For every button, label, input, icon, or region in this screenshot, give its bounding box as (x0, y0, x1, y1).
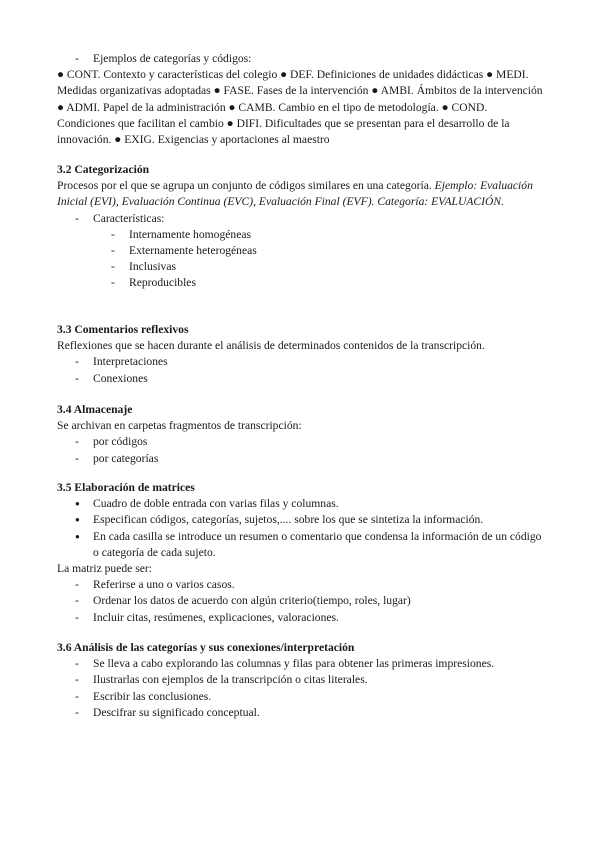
characteristics-sublist (57, 227, 547, 292)
example-text: Ejemplo: Evaluación Inicial (EVI), Evaluación Continua (EVC), Evaluación Final (EVF). Categoría: EVALUACIÓN. (57, 179, 533, 209)
list-item: - Inclusivas (57, 259, 547, 275)
examples-text: ● CONT. Contexto y características del colegio ● DEF. Definiciones de unidades didácticas ● MEDI. Medidas organizativas adoptadas ● FASE. Fases de la intervención ● AMBI. Ámbitos de la intervención ● ADMI. Papel de la administración ● CAMB. Cambio en el tipo de metodología. ● COND. Condiciones que facilitan el cambio ● DIFI. Dificultades que se presentan para el desarrollo de la innovación. ● EXIG. Exigencias y aportaciones al maestro (57, 68, 543, 147)
examples-label: - Ejemplos de categorías y códigos: (57, 51, 547, 67)
examples-list (57, 51, 547, 67)
section-title: 3.4 Almacenaje (57, 403, 133, 416)
characteristics-list (57, 211, 547, 227)
section-title: 3.5 Elaboración de matrices (57, 481, 195, 494)
section-paragraph: La matriz puede ser: (57, 562, 152, 576)
list-item: - Incluir citas, resúmenes, explicaciones, valoraciones. (57, 610, 547, 626)
list-item: - Reproducibles (57, 275, 547, 291)
list-item: - Externamente heterogéneas (57, 243, 547, 259)
list-item: - Referirse a uno o varios casos. (57, 577, 547, 593)
section-analisis (57, 640, 547, 721)
list-item: - por códigos (57, 434, 547, 450)
list-item: - Interpretaciones (57, 354, 547, 370)
list-item: - Internamente homogéneas (57, 227, 547, 243)
section-title: 3.2 Categorización (57, 163, 150, 176)
section-categorizacion (57, 162, 547, 292)
list-item: ● Cuadro de doble entrada con varias filas y columnas. (57, 496, 547, 512)
examples-block (57, 51, 547, 148)
matrices-list (57, 577, 547, 626)
list-item: ● Especifican códigos, categorías, sujetos,.... sobre los que se sintetiza la información. (57, 512, 547, 528)
list-item: - Ordenar los datos de acuerdo con algún criterio(tiempo, roles, lugar) (57, 593, 547, 609)
section-paragraph (57, 178, 547, 210)
section-comentarios (57, 322, 547, 387)
section-title: 3.6 Análisis de las categorías y sus conexiones/interpretación (57, 641, 355, 654)
analisis-list (57, 656, 547, 721)
list-item: ● En cada casilla se introduce un resumen o comentario que condensa la información de un código o categoría de cada sujeto. (57, 529, 547, 561)
reflexivos-list (57, 354, 547, 386)
section-paragraph: Reflexiones que se hacen durante el análisis de determinados contenidos de la transcripción. (57, 339, 485, 353)
characteristics-label: - Características: (57, 211, 547, 227)
almacenaje-list (57, 434, 547, 466)
list-item: - Descifrar su significado conceptual. (57, 705, 547, 721)
section-almacenaje (57, 402, 547, 467)
list-item: - Se lleva a cabo explorando las columnas y filas para obtener las primeras impresiones. (57, 656, 547, 672)
section-matrices (57, 480, 547, 626)
matrices-bullets (57, 496, 547, 561)
section-title: 3.3 Comentarios reflexivos (57, 323, 189, 336)
list-item: - Conexiones (57, 371, 547, 387)
definition-text: Procesos por el que se agrupa un conjunto de códigos similares en una categoría. (57, 179, 432, 193)
section-paragraph: Se archivan en carpetas fragmentos de transcripción: (57, 419, 302, 433)
list-item: - Escribir las conclusiones. (57, 689, 547, 705)
list-item: - Ilustrarlas con ejemplos de la transcripción o citas literales. (57, 672, 547, 688)
list-item: - por categorías (57, 451, 547, 467)
